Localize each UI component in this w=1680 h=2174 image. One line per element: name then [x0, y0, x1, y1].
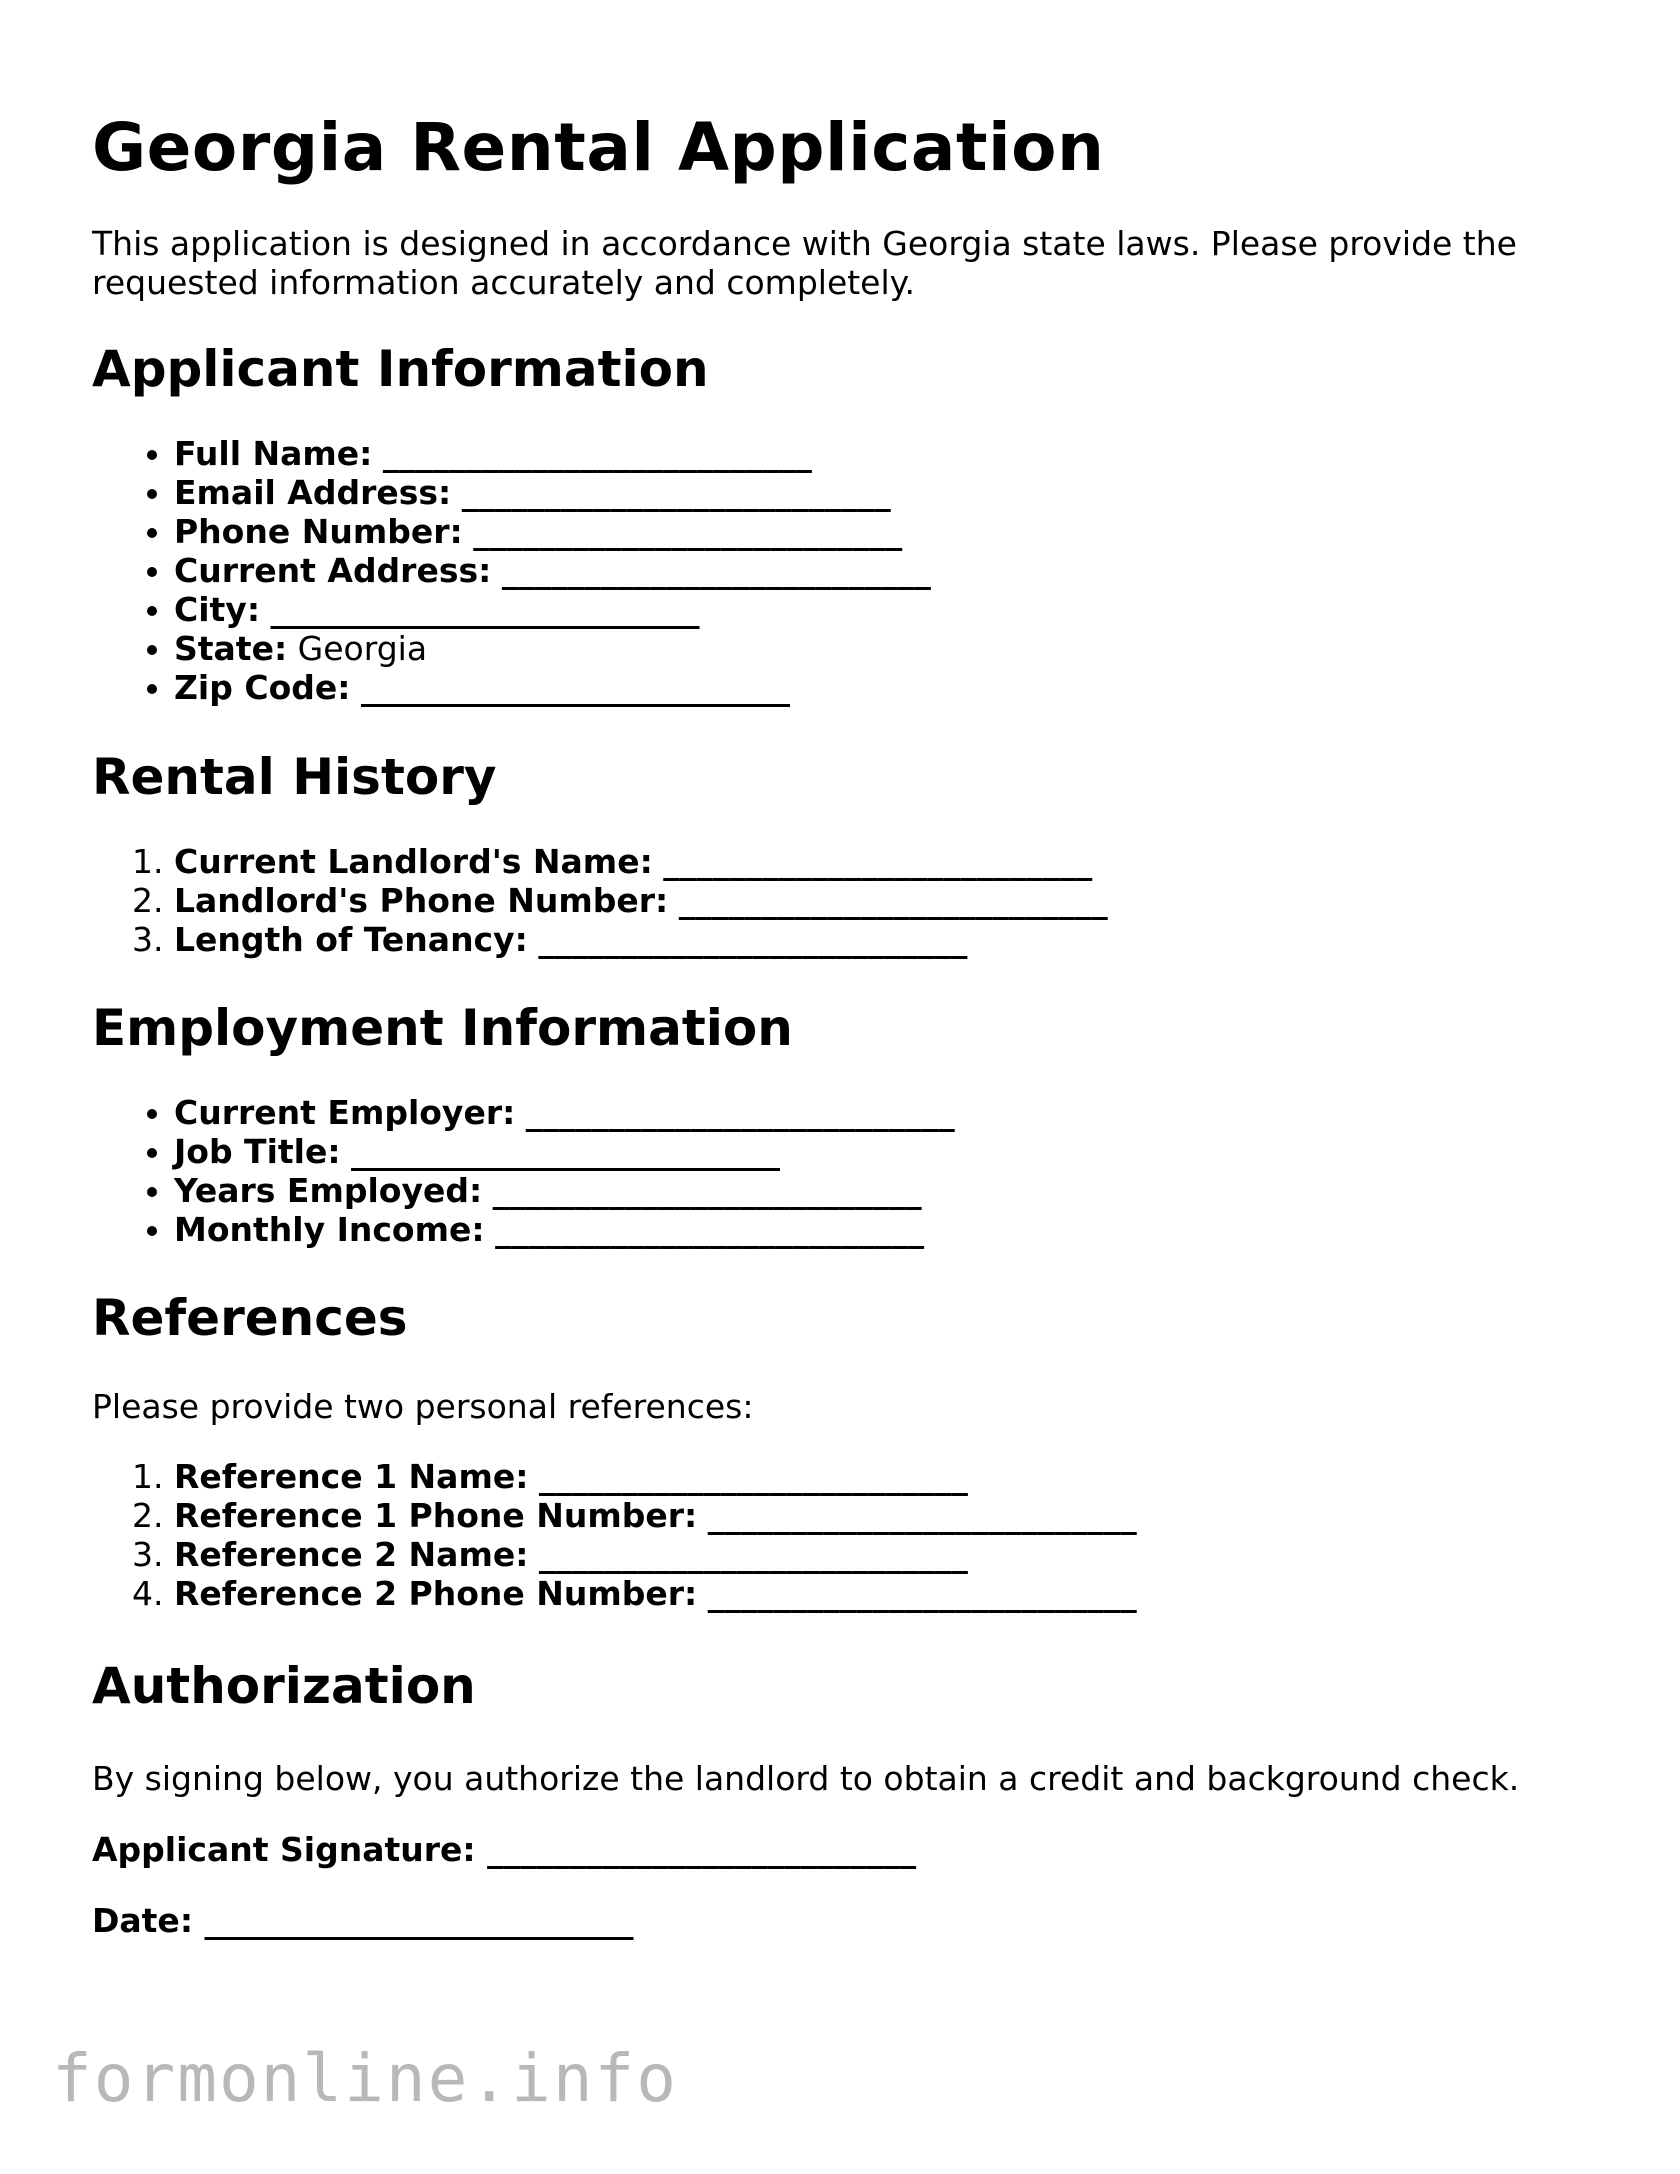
- job-title-blank[interactable]: __________________________: [351, 1132, 781, 1171]
- section-heading-authorization: Authorization: [92, 1657, 476, 1715]
- field-reference-1-phone: 2. Reference 1 Phone Number: __________________________: [174, 1496, 1592, 1535]
- section-heading-applicant: Applicant Information: [92, 340, 709, 398]
- state-value: Georgia: [297, 629, 428, 668]
- date-label: Date:: [92, 1901, 194, 1940]
- applicant-fields-list: [92, 434, 1592, 707]
- field-current-employer: • Current Employer: __________________________: [174, 1093, 1592, 1132]
- field-years-employed: • Years Employed: __________________________: [174, 1171, 1592, 1210]
- years-employed-blank[interactable]: __________________________: [492, 1171, 922, 1210]
- section-heading-employment: Employment Information: [92, 999, 793, 1057]
- field-tenancy-length: 3. Length of Tenancy: __________________________: [174, 920, 1592, 959]
- field-landlord-phone: 2. Landlord's Phone Number: __________________________: [174, 881, 1592, 920]
- full-name-blank[interactable]: __________________________: [382, 434, 812, 473]
- landlord-name-blank[interactable]: __________________________: [663, 842, 1093, 881]
- field-city: • City: __________________________: [174, 590, 1592, 629]
- current-employer-blank[interactable]: __________________________: [525, 1093, 955, 1132]
- reference-1-phone-blank[interactable]: __________________________: [707, 1496, 1137, 1535]
- field-zip-code: • Zip Code: __________________________: [174, 668, 1592, 707]
- field-reference-2-phone: 4. Reference 2 Phone Number: __________________________: [174, 1574, 1592, 1613]
- rental-history-list: [92, 842, 1592, 959]
- tenancy-length-blank[interactable]: __________________________: [538, 920, 968, 959]
- section-heading-references: References: [92, 1289, 408, 1347]
- reference-1-name-blank[interactable]: __________________________: [538, 1457, 968, 1496]
- watermark: formonline.info: [52, 2040, 679, 2117]
- field-full-name: • Full Name: __________________________: [174, 434, 1592, 473]
- intro-text: This application is designed in accordance with Georgia state laws. Please provide the requested information accurately and completely.: [92, 224, 1517, 302]
- current-address-blank[interactable]: __________________________: [501, 551, 931, 590]
- email-address-blank[interactable]: __________________________: [461, 473, 891, 512]
- date-line: [92, 1901, 1592, 1940]
- signature-label: Applicant Signature:: [92, 1830, 476, 1869]
- field-state: • State: Georgia: [174, 629, 1592, 668]
- references-list: [92, 1457, 1592, 1613]
- field-current-address: • Current Address: __________________________: [174, 551, 1592, 590]
- reference-2-phone-blank[interactable]: __________________________: [707, 1574, 1137, 1613]
- landlord-phone-blank[interactable]: __________________________: [678, 881, 1108, 920]
- city-blank[interactable]: __________________________: [270, 590, 700, 629]
- date-blank[interactable]: __________________________: [204, 1901, 634, 1940]
- zip-code-blank[interactable]: __________________________: [360, 668, 790, 707]
- phone-number-blank[interactable]: __________________________: [473, 512, 903, 551]
- field-email-address: • Email Address: __________________________: [174, 473, 1592, 512]
- reference-2-name-blank[interactable]: __________________________: [538, 1535, 968, 1574]
- field-landlord-name: 1. Current Landlord's Name: __________________________: [174, 842, 1592, 881]
- field-monthly-income: • Monthly Income: __________________________: [174, 1210, 1592, 1249]
- rental-application-form: [92, 110, 1592, 1972]
- employment-fields-list: [92, 1093, 1592, 1249]
- section-heading-rental-history: Rental History: [92, 748, 497, 806]
- page-title: Georgia Rental Application: [92, 109, 1105, 186]
- signature-blank[interactable]: __________________________: [487, 1830, 917, 1869]
- field-reference-2-name: 3. Reference 2 Name: __________________________: [174, 1535, 1592, 1574]
- field-reference-1-name: 1. Reference 1 Name: __________________________: [174, 1457, 1592, 1496]
- signature-line: [92, 1830, 1592, 1869]
- authorization-text: By signing below, you authorize the landlord to obtain a credit and background check.: [92, 1759, 1520, 1798]
- field-phone-number: • Phone Number: __________________________: [174, 512, 1592, 551]
- references-intro: Please provide two personal references:: [92, 1387, 754, 1426]
- monthly-income-blank[interactable]: __________________________: [495, 1210, 925, 1249]
- field-job-title: • Job Title: __________________________: [174, 1132, 1592, 1171]
